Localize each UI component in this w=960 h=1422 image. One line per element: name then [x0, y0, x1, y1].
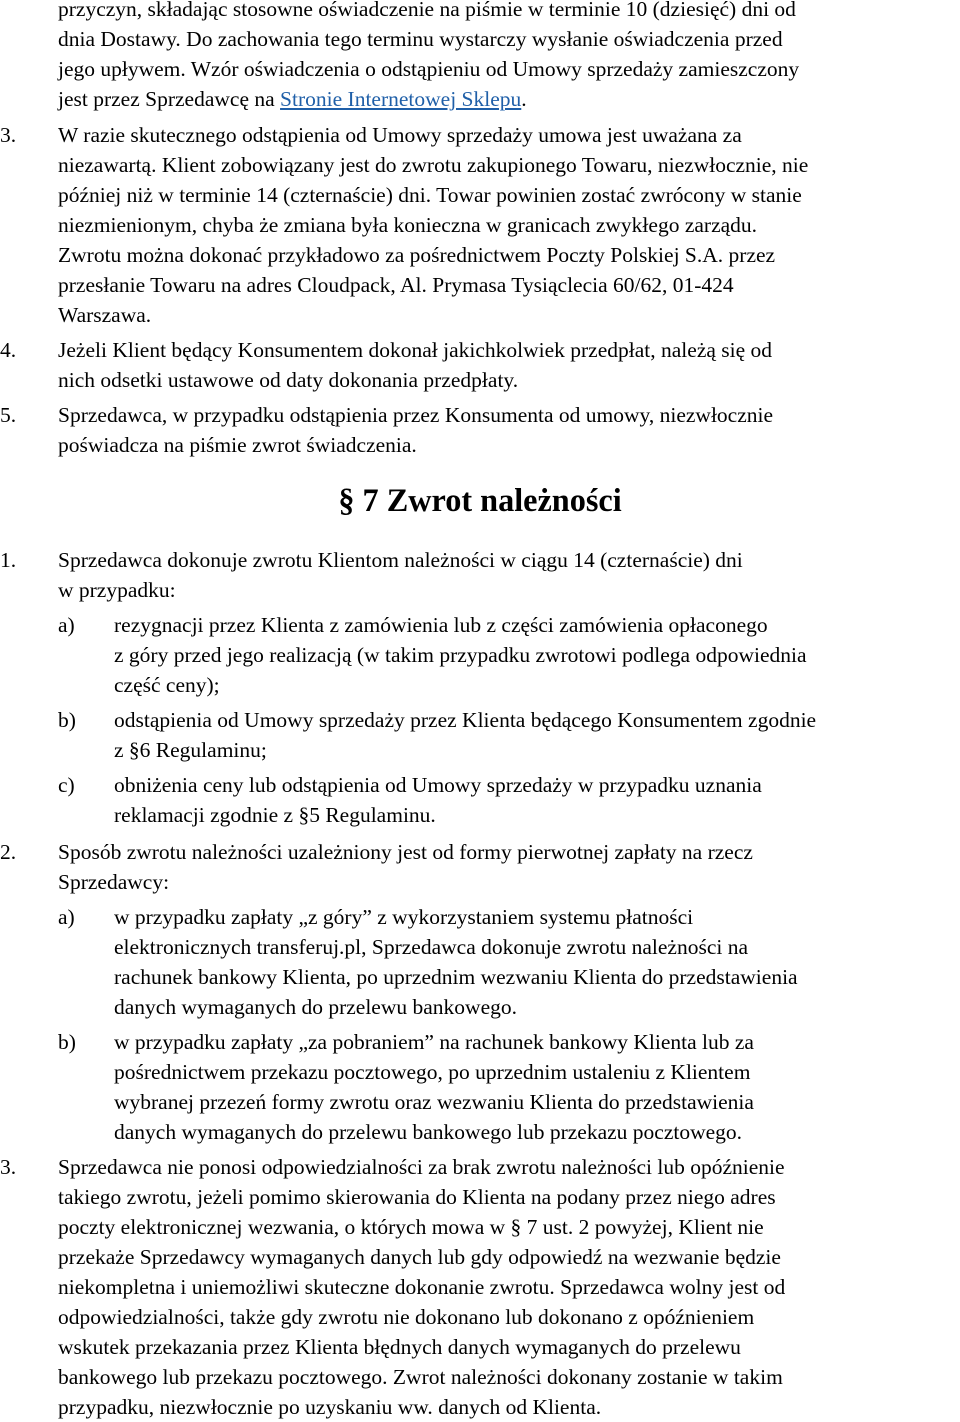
sub-item-label: b): [58, 1030, 76, 1054]
text-fragment: .: [521, 87, 527, 111]
text-line: nich odsetki ustawowe od daty dokonania przedpłaty.: [58, 368, 519, 392]
text-line: danych wymaganych do przelewu bankowego lub przekazu pocztowego.: [114, 1120, 743, 1144]
text-line: poczty elektronicznej wezwania, o których mowa w § 7 ust. 2 powyżej, Klient nie: [58, 1215, 764, 1239]
text-line: reklamacji zgodnie z §5 Regulaminu.: [114, 803, 436, 827]
text-line: pośrednictwem przekazu pocztowego, po uprzednim ustaleniu z Klientem: [114, 1060, 751, 1084]
text-line: dnia Dostawy. Do zachowania tego terminu wystarczy wysłanie oświadczenia przed: [58, 27, 783, 51]
text-line: później niż w terminie 14 (czternaście) dni. Towar powinien zostać zwrócony w stanie: [58, 183, 802, 207]
text-line: przyczyn, składając stosowne oświadczenie na piśmie w terminie 10 (dziesięć) dni od: [58, 0, 796, 21]
text-line: przekaże Sprzedawcy wymaganych danych lub gdy odpowiedź na wezwanie będzie: [58, 1245, 781, 1269]
sub-item-label: b): [58, 708, 76, 732]
text-line: Zwrotu można dokonać przykładowo za pośrednictwem Poczty Polskiej S.A. przez: [58, 243, 776, 267]
sub-item-label: c): [58, 773, 75, 797]
list-number: 1.: [0, 548, 17, 572]
text-fragment: jest przez Sprzedawcę na: [58, 87, 281, 111]
text-line: [58, 84, 958, 114]
list-number: 4.: [0, 338, 17, 362]
text-line: rachunek bankowy Klienta, po uprzednim wezwaniu Klienta do przedstawienia: [114, 965, 798, 989]
text-line: przesłanie Towaru na adres Cloudpack, Al. Prymasa Tysiąclecia 60/62, 01-424: [58, 273, 734, 297]
text-line: z góry przed jego realizacją (w takim przypadku zwrotowi podlega odpowiednia: [114, 643, 807, 667]
text-line: jego upływem. Wzór oświadczenia o odstąpieniu od Umowy sprzedaży zamieszczony: [58, 57, 800, 81]
sub-item-label: a): [58, 905, 75, 929]
list-number: 2.: [0, 840, 17, 864]
section-title: § 7 Zwrot należności: [338, 482, 622, 518]
list-number: 3.: [0, 1155, 17, 1179]
text-line: Sprzedawcy:: [58, 870, 170, 894]
text-line: Sprzedawca dokonuje zwrotu Klientom należności w ciągu 14 (czternaście) dni: [58, 548, 743, 572]
list-number: 5.: [0, 403, 17, 427]
text-line: takiego zwrotu, jeżeli pomimo skierowania do Klienta na podany przez niego adres: [58, 1185, 776, 1209]
text-line: część ceny);: [114, 673, 220, 697]
text-line: wskutek przekazania przez Klienta błędnych danych wymaganych do przelewu: [58, 1335, 741, 1359]
text-line: rezygnacji przez Klienta z zamówienia lub z części zamówienia opłaconego: [114, 613, 768, 637]
text-line: bankowego lub przekazu pocztowego. Zwrot należności dokonany zostanie w takim: [58, 1365, 783, 1389]
text-line: wybranej przezeń formy zwrotu oraz wezwaniu Klienta do przedstawienia: [114, 1090, 754, 1114]
text-line: niezmienionym, chyba że zmiana była konieczna w granicach zwykłego zarządu.: [58, 213, 758, 237]
text-line: w przypadku zapłaty „za pobraniem” na rachunek bankowy Klienta lub za: [114, 1030, 754, 1054]
text-line: Jeżeli Klient będący Konsumentem dokonał jakichkolwiek przedpłat, należą się od: [58, 338, 773, 362]
text-line: Sposób zwrotu należności uzależniony jest od formy pierwotnej zapłaty na rzecz: [58, 840, 753, 864]
text-line: danych wymaganych do przelewu bankowego.: [114, 995, 517, 1019]
text-line: niezawartą. Klient zobowiązany jest do zwrotu zakupionego Towaru, niezwłocznie, nie: [58, 153, 809, 177]
text-line: z §6 Regulaminu;: [114, 738, 267, 762]
text-line: poświadcza na piśmie zwrot świadczenia.: [58, 433, 417, 457]
text-line: elektronicznych transferuj.pl, Sprzedawca dokonuje zwrotu należności na: [114, 935, 748, 959]
text-line: Sprzedawca, w przypadku odstąpienia przez Konsumenta od umowy, niezwłocznie: [58, 403, 774, 427]
text-line: odpowiedzialności, także gdy zwrotu nie dokonano lub dokonano z opóźnieniem: [58, 1305, 755, 1329]
text-line: w przypadku zapłaty „z góry” z wykorzystaniem systemu płatności: [114, 905, 694, 929]
text-line: niekompletna i uniemożliwi skuteczne dokonanie zwrotu. Sprzedawca wolny jest od: [58, 1275, 786, 1299]
list-number: 3.: [0, 123, 17, 147]
text-line: W razie skutecznego odstąpienia od Umowy sprzedaży umowa jest uważana za: [58, 123, 742, 147]
text-line: odstąpienia od Umowy sprzedaży przez Klienta będącego Konsumentem zgodnie: [114, 708, 817, 732]
text-line: Sprzedawca nie ponosi odpowiedzialności za brak zwrotu należności lub opóźnienie: [58, 1155, 785, 1179]
text-line: przypadku, niezwłocznie po uzyskaniu ww. danych od Klienta.: [58, 1395, 602, 1419]
text-line: Warszawa.: [58, 303, 152, 327]
sub-item-label: a): [58, 613, 75, 637]
text-line: w przypadku:: [58, 578, 176, 602]
store-website-link[interactable]: Stronie Internetowej Sklepu: [280, 87, 522, 111]
text-line: obniżenia ceny lub odstąpienia od Umowy sprzedaży w przypadku uznania: [114, 773, 762, 797]
